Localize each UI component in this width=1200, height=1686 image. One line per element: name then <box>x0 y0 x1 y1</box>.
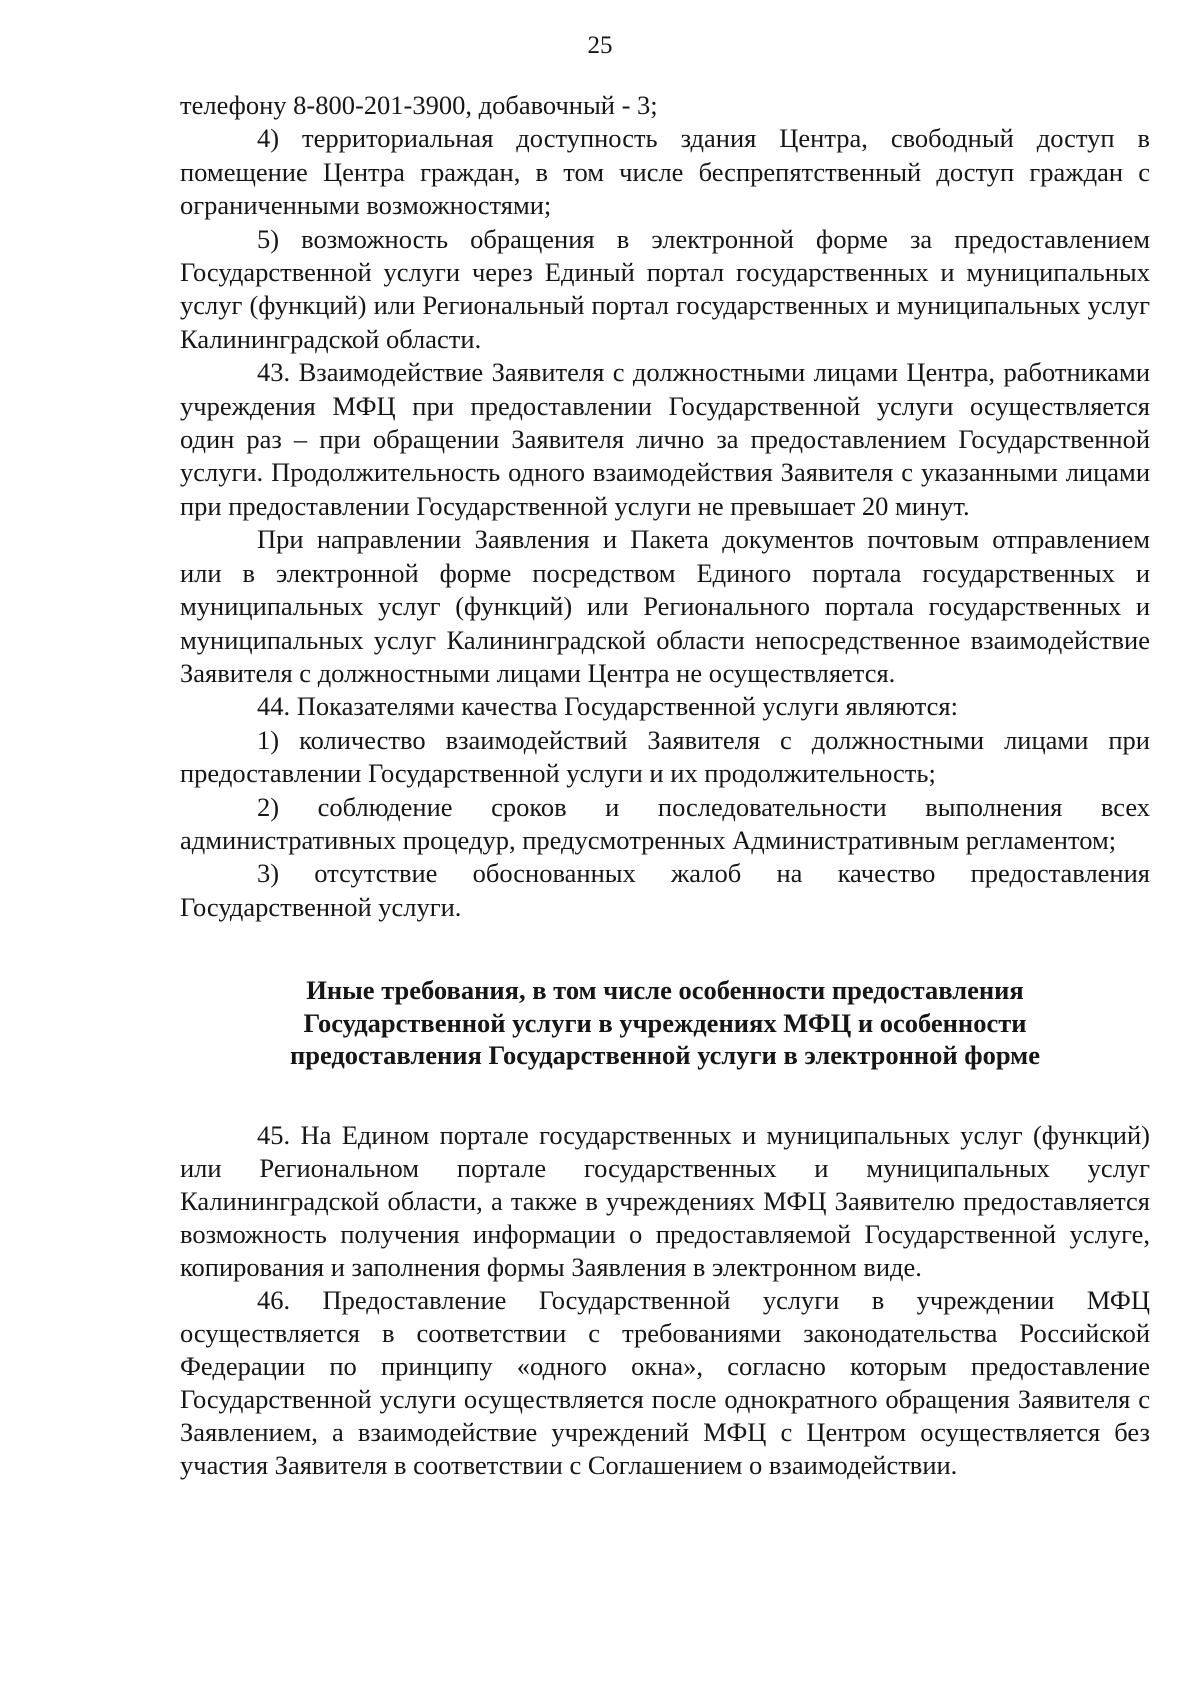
paragraph-item-4: 4) территориальная доступность здания Центра, свободный доступ в помещение Центра граждан, в том числе беспрепятственный доступ граждан с ограниченными возможностями; <box>180 123 1150 221</box>
section-heading: Иные требования, в том числе особенности предоставления Государственной услуги в учреждениях МФЦ и особенности предоставления Государственной услуги в электронной форме <box>289 975 1040 1071</box>
paragraph-44: 44. Показателями качества Государственной услуги являются: <box>257 691 958 722</box>
paragraph-phone-continuation: телефону 8-800-201-3900, добавочный - 3; <box>180 90 658 120</box>
document-body <box>180 89 1150 1482</box>
paragraph-43: 43. Взаимодействие Заявителя с должностными лицами Центра, работниками учреждения МФЦ при предоставлении Государственной услуги осуществляется один раз – при обращении Заявителя лично за предоставлением Государственной услуги. Продолжительность одного взаимодействия Заявителя с указанными лицами при предоставлении Государственной услуги не превышает 20 минут. <box>180 357 1150 521</box>
paragraph-44-item-1: 1) количество взаимодействий Заявителя с должностными лицами при предоставлении Государственной услуги и их продолжительность; <box>180 724 1150 789</box>
paragraph-43-mail: При направлении Заявления и Пакета документов почтовым отправлением или в электронной форме посредством Единого портала государственных и муниципальных услуг (функций) или Регионального портала государственных и муниципальных услуг Калининградской области непосредственное взаимодействие Заявителя с должностными лицами Центра не осуществляется. <box>180 524 1150 688</box>
paragraph-item-5: 5) возможность обращения в электронной форме за предоставлением Государственной услуги через Единый портал государственных и муниципальных услуг (функций) или Региональный портал государственных и муниципальных услуг Калининградской области. <box>180 223 1150 354</box>
paragraph-46: 46. Предоставление Государственной услуги в учреждении МФЦ осуществляется в соответствии с требованиями законодательства Российской Федерации по принципу «одного окна», согласно которым предоставление Государственной услуги осуществляется после однократного обращения Заявителя с Заявлением, а взаимодействие учреждений МФЦ с Центром осуществляется без участия Заявителя в соответствии с Соглашением о взаимодействии. <box>180 1284 1150 1480</box>
section-other-requirements <box>180 1119 1150 1482</box>
paragraph-44-item-2: 2) соблюдение сроков и последовательности выполнения всех административных процедур, предусмотренных Административным регламентом; <box>180 791 1150 855</box>
section-requirements-list <box>180 89 1150 924</box>
paragraph-45: 45. На Едином портале государственных и муниципальных услуг (функций) или Региональном портале государственных и муниципальных услуг Калининградской области, а также в учреждениях МФЦ Заявителю предоставляется возможность получения информации о предоставляемой Государственной услуге, копирования и заполнения формы Заявления в электронном виде. <box>180 1119 1150 1282</box>
page-number: 25 <box>587 32 613 59</box>
paragraph-44-item-3: 3) отсутствие обоснованных жалоб на качество предоставления Государственной услуги. <box>180 858 1150 922</box>
